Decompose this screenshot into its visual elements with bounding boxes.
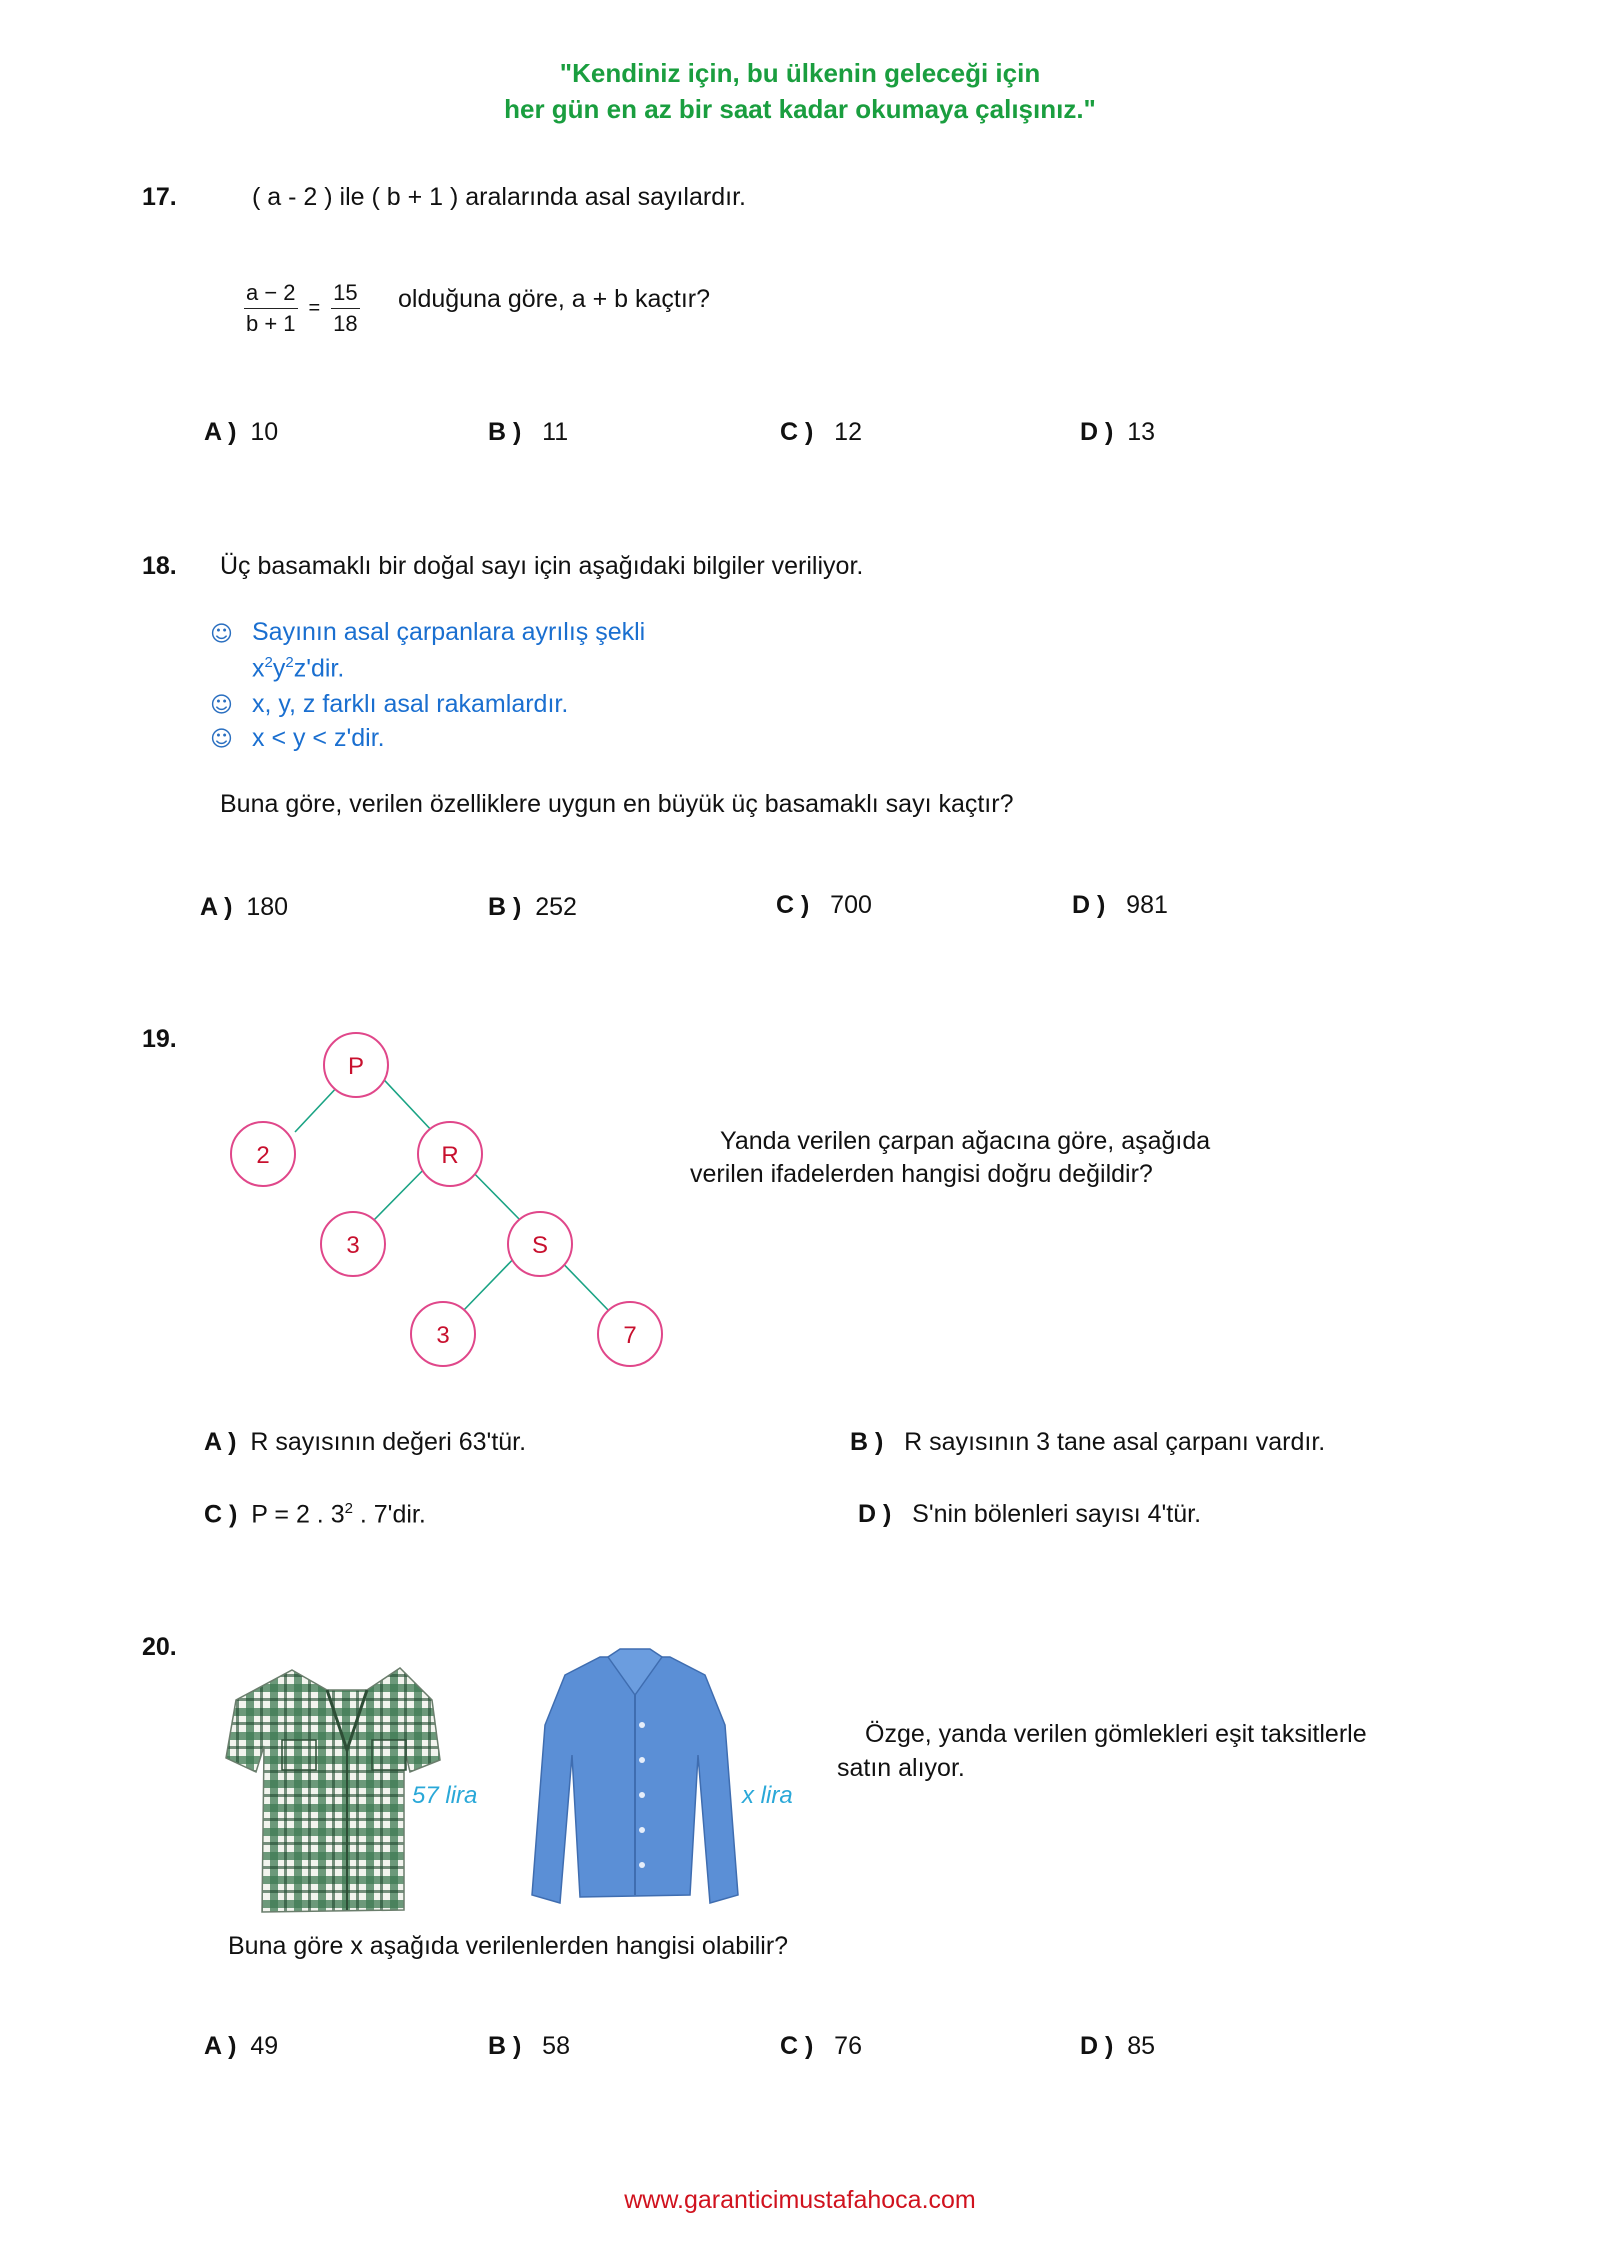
tree-node-2 bbox=[231, 1122, 295, 1186]
option-letter: A ) bbox=[200, 893, 233, 921]
q19-text-line-2: verilen ifadelerden hangisi doğru değildir? bbox=[690, 1160, 1153, 1188]
q19-text-line-1: Yanda verilen çarpan ağacına göre, aşağıda bbox=[720, 1127, 1211, 1155]
option-value: P = 2 . 3 bbox=[251, 1500, 345, 1529]
q17-option-d[interactable] bbox=[1080, 418, 1155, 447]
option-value: 11 bbox=[542, 418, 569, 446]
option-letter: A ) bbox=[204, 2032, 237, 2060]
option-value: 58 bbox=[542, 2032, 570, 2060]
option-exponent: 2 bbox=[344, 1500, 353, 1517]
formula-exponent: 2 bbox=[264, 654, 273, 671]
svg-text:S: S bbox=[531, 1232, 549, 1259]
option-letter: B ) bbox=[488, 418, 522, 446]
svg-text:P: P bbox=[347, 1053, 365, 1080]
tree-node-7 bbox=[598, 1302, 662, 1366]
q17-number: 17. bbox=[142, 183, 177, 211]
smiley-bullet-icon: ☺ bbox=[210, 693, 233, 718]
option-letter: C ) bbox=[204, 1500, 238, 1529]
option-value-suffix: . 7'dir. bbox=[359, 1500, 426, 1529]
svg-text:R: R bbox=[441, 1142, 459, 1169]
q18-question: Buna göre, verilen özelliklere uygun en büyük üç basamaklı sayı kaçtır? bbox=[220, 790, 1014, 818]
option-letter: D ) bbox=[1080, 2032, 1114, 2060]
q18-option-d[interactable] bbox=[1072, 891, 1168, 920]
option-letter: C ) bbox=[780, 418, 814, 446]
option-value: 700 bbox=[830, 891, 872, 919]
option-letter: C ) bbox=[780, 2032, 814, 2060]
q19-option-a[interactable] bbox=[204, 1428, 526, 1457]
q17-fraction-right bbox=[331, 280, 359, 337]
option-value: R sayısının 3 tane asal çarpanı vardır. bbox=[904, 1428, 1326, 1456]
q17-equals-sign: = bbox=[308, 297, 321, 319]
price-label-shirt-2: x lira bbox=[742, 1782, 793, 1809]
q18-bullet-1: Sayının asal çarpanlara ayrılış şekli bbox=[252, 618, 646, 646]
svg-text:3: 3 bbox=[436, 1322, 450, 1349]
header-quote-line-1: "Kendiniz için, bu ülkenin geleceği için bbox=[559, 58, 1041, 88]
q17-statement: ( a - 2 ) ile ( b + 1 ) aralarında asal sayılardır. bbox=[252, 183, 746, 211]
header-quote-line-2: her gün en az bir saat kadar okumaya çalışınız." bbox=[504, 94, 1096, 124]
option-value: S'nin bölenleri sayısı 4'tür. bbox=[912, 1500, 1202, 1528]
q18-bullet-3: x < y < z'dir. bbox=[252, 724, 385, 752]
q19-option-d[interactable] bbox=[858, 1500, 1201, 1529]
q19-number: 19. bbox=[142, 1025, 177, 1053]
option-letter: B ) bbox=[850, 1428, 884, 1456]
q18-bullet-2: x, y, z farklı asal rakamlardır. bbox=[252, 690, 569, 718]
footer-website-link[interactable]: www.garanticimustafahoca.com bbox=[624, 2186, 976, 2214]
q17-option-b[interactable] bbox=[488, 418, 568, 447]
option-value: 76 bbox=[834, 2032, 862, 2060]
q17-fraction-left bbox=[244, 280, 298, 337]
q17-option-c[interactable] bbox=[780, 418, 862, 447]
q18-option-c[interactable] bbox=[776, 891, 872, 920]
tree-node-3 bbox=[321, 1212, 385, 1276]
option-value: 12 bbox=[834, 418, 862, 446]
formula-y: y bbox=[272, 654, 286, 683]
option-value: 252 bbox=[535, 893, 577, 921]
option-value: 85 bbox=[1127, 2032, 1156, 2060]
q20-option-c[interactable] bbox=[780, 2032, 862, 2061]
price-label-shirt-1: 57 lira bbox=[412, 1782, 478, 1809]
q20-text-line-2: satın alıyor. bbox=[837, 1754, 965, 1782]
svg-text:2: 2 bbox=[256, 1142, 270, 1169]
q17-fraction-equation bbox=[244, 280, 360, 337]
option-letter: A ) bbox=[204, 1428, 237, 1456]
q19-option-b[interactable] bbox=[850, 1428, 1325, 1457]
formula-exponent: 2 bbox=[285, 654, 294, 671]
q20-option-d[interactable] bbox=[1080, 2032, 1155, 2061]
option-letter: D ) bbox=[858, 1500, 892, 1528]
plaid-shirt-image bbox=[222, 1660, 442, 1920]
option-letter: C ) bbox=[776, 891, 810, 919]
formula-x: x bbox=[252, 654, 265, 683]
q17-fraction-right-numerator: 15 bbox=[331, 280, 359, 309]
q20-text-line-1: Özge, yanda verilen gömlekleri eşit taksitlerle bbox=[865, 1720, 1367, 1748]
option-letter: B ) bbox=[488, 893, 522, 921]
option-letter: B ) bbox=[488, 2032, 522, 2060]
option-letter: D ) bbox=[1080, 418, 1114, 446]
q17-question: olduğuna göre, a + b kaçtır? bbox=[398, 285, 711, 313]
q20-question: Buna göre x aşağıda verilenlerden hangisi olabilir? bbox=[228, 1932, 789, 1960]
svg-text:3: 3 bbox=[346, 1232, 360, 1259]
q20-number: 20. bbox=[142, 1633, 177, 1661]
tree-node-p bbox=[324, 1033, 388, 1097]
option-value: 180 bbox=[246, 893, 289, 921]
q17-fraction-left-numerator: a − 2 bbox=[244, 280, 298, 309]
tree-node-s bbox=[508, 1212, 572, 1276]
svg-text:7: 7 bbox=[623, 1322, 637, 1349]
q17-fraction-left-denominator: b + 1 bbox=[246, 311, 296, 336]
smiley-bullet-icon: ☺ bbox=[210, 727, 233, 752]
q18-intro: Üç basamaklı bir doğal sayı için aşağıdaki bilgiler veriliyor. bbox=[220, 552, 864, 580]
option-value: 10 bbox=[250, 418, 279, 446]
option-value: 981 bbox=[1126, 891, 1168, 919]
tree-node-3b bbox=[411, 1302, 475, 1366]
option-letter: A ) bbox=[204, 418, 237, 446]
q19-option-c[interactable] bbox=[204, 1500, 426, 1529]
q18-number: 18. bbox=[142, 552, 177, 580]
option-letter: D ) bbox=[1072, 891, 1106, 919]
option-value: 13 bbox=[1127, 418, 1156, 446]
blue-shirt-image bbox=[530, 1645, 740, 1915]
tree-node-r bbox=[418, 1122, 482, 1186]
q20-option-a[interactable] bbox=[204, 2032, 278, 2061]
q18-option-b[interactable] bbox=[488, 893, 577, 922]
smiley-bullet-icon: ☺ bbox=[210, 622, 233, 647]
option-value: 49 bbox=[250, 2032, 279, 2060]
q18-bullet-1-formula bbox=[252, 654, 344, 683]
option-value: R sayısının değeri 63'tür. bbox=[250, 1428, 527, 1456]
q20-option-b[interactable] bbox=[488, 2032, 570, 2061]
q18-option-a[interactable] bbox=[200, 893, 288, 922]
formula-z: z'dir. bbox=[293, 654, 345, 683]
q17-fraction-right-denominator: 18 bbox=[333, 311, 358, 336]
q17-option-a[interactable] bbox=[204, 418, 278, 447]
factor-tree-diagram bbox=[200, 1020, 700, 1390]
